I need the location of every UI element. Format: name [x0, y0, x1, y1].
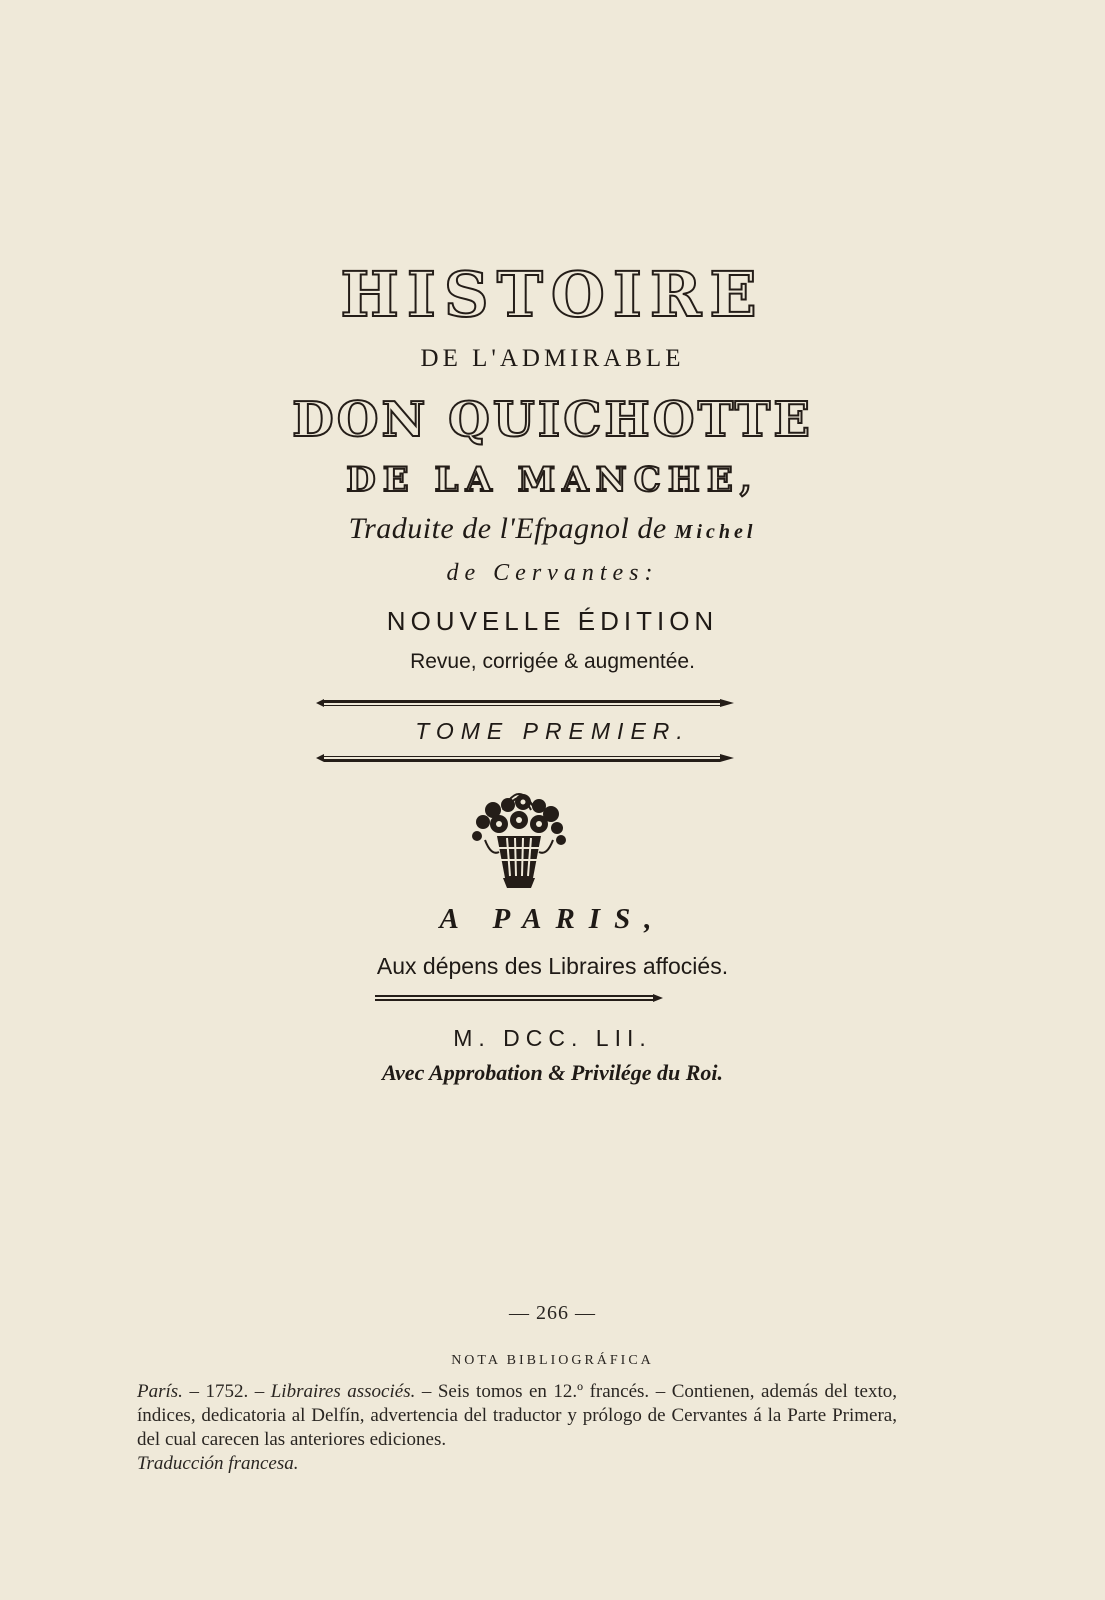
edition-heading: NOUVELLE ÉDITION — [386, 606, 719, 636]
subtitle-traduite — [0, 512, 1105, 546]
ornamental-rule-top — [316, 697, 736, 709]
note-publisher: Libraires associés. — [270, 1381, 416, 1402]
imprint-date: M. DCC. LII. — [453, 1025, 652, 1051]
title-de-la-manche: DE LA MANCHE, — [346, 460, 759, 500]
imprint-place: A PARIS, — [439, 903, 666, 935]
note-description: – Seis tomos en 12.º francés. – Contienen, además del texto, índices, dedicatoria al Delfín, advertencia del traductor y prólogo de Cervantes á la Parte Primera, del cual carecen las anteriores ediciones. — [137, 1381, 897, 1450]
note-translation-text: Traducción francesa. — [137, 1453, 299, 1474]
ornamental-rule-bottom — [316, 752, 736, 764]
title-don-quichotte: DON QUICHOTTE — [292, 392, 813, 448]
flower-basket-ornament — [463, 780, 575, 895]
tome-label: TOME PREMIER. — [415, 718, 690, 744]
note-place: París. — [137, 1381, 183, 1402]
edition-note: Revue, corrigée & augmentée. — [410, 650, 695, 673]
subtitle-traduite-prefix: Traduite de l'Efpagnol de — [348, 512, 675, 545]
nota-heading: NOTA BIBLIOGRÁFICA — [451, 1353, 654, 1368]
subtitle-cervantes: de Cervantes: — [446, 560, 659, 586]
short-rule — [375, 993, 665, 1003]
imprint-privilege: Avec Approbation & Privilége du Roi. — [382, 1060, 723, 1085]
page-number: — 266 — — [509, 1302, 596, 1324]
title-de-ladmirable: DE L'ADMIRABLE — [420, 345, 685, 372]
bibliographic-note — [137, 1380, 897, 1476]
title-histoire: HISTOIRE — [340, 258, 765, 331]
bibliographic-note-body — [137, 1380, 897, 1452]
imprint-publisher: Aux dépens des Libraires affociés. — [376, 953, 729, 979]
subtitle-traduite-name: Michel — [674, 521, 757, 543]
note-translation — [137, 1452, 897, 1476]
note-year: – 1752. – — [182, 1381, 271, 1402]
